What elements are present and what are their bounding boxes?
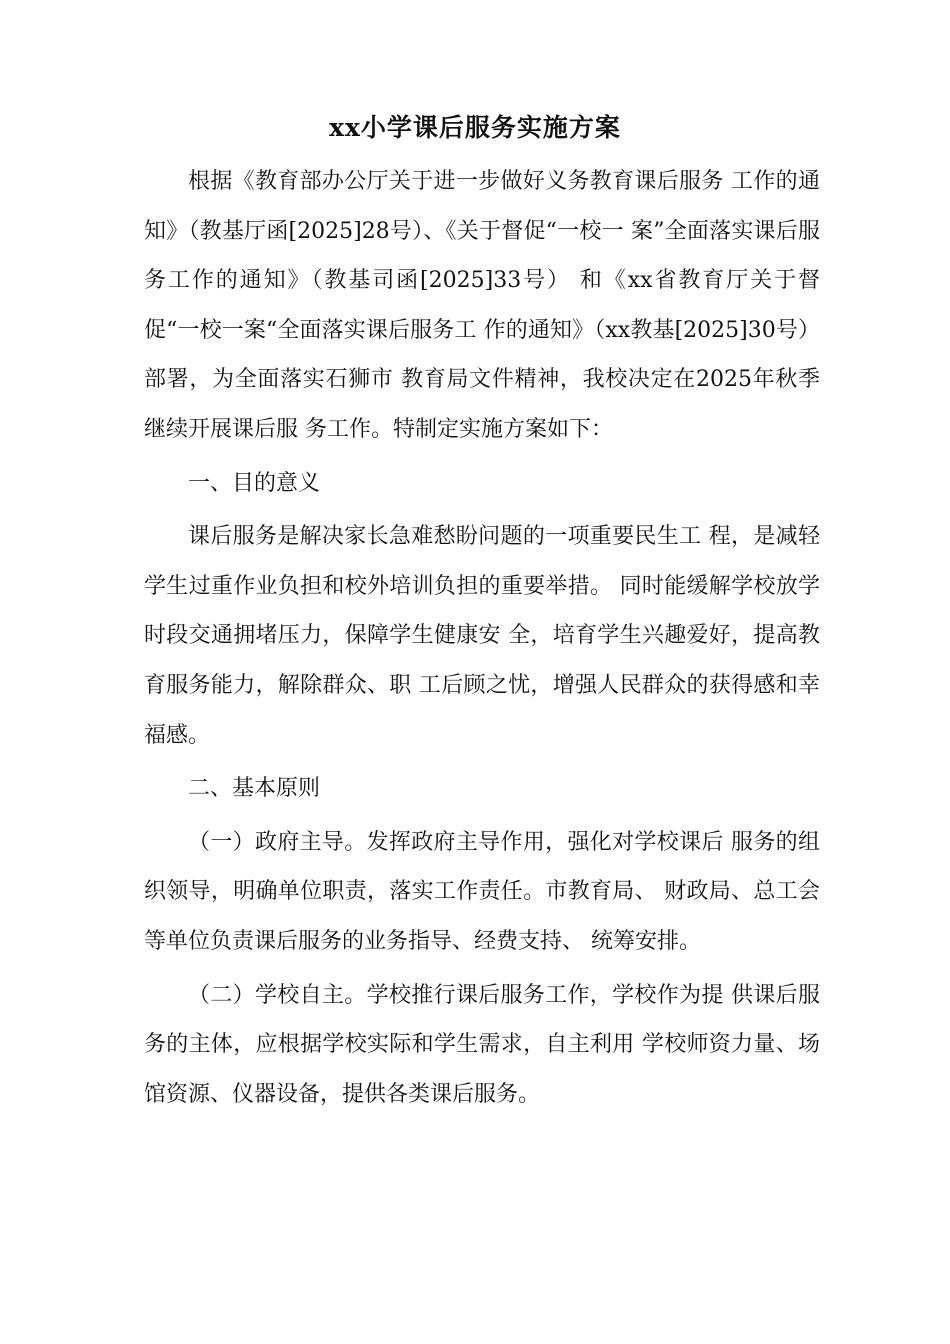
document-title: xx小学课后服务实施方案 [329, 113, 621, 142]
paragraph-principle-school: （二）学校自主。学校推行课后服务工作，学校作为提 供课后服务的主体，应根据学校实际和学生需求，自主利用 学校师资力量、场馆资源、仪器设备，提供各类课后服务。 [144, 982, 820, 1107]
paragraph-intro: 根据《教育部办公厅关于进一步做好义务教育课后服务 工作的通知》（教基厅函[2025]28号）、《关于督促“一校一 案”全面落实课后服务工作的通知》（教基司函[2025]33号） 和《xx省教育厅关于督促“一校一案“全面落实课后服务工 作的通知》（xx教基[2025]30号）部署，为全面落实石狮市 教育局文件精神，我校决定在2025年秋季继续开展课后服 务工作。特制定实施方案如下： [144, 169, 820, 442]
paragraph-principle-government: （一）政府主导。发挥政府主导作用，强化对学校课后 服务的组织领导，明确单位职责，落实工作责任。市教育局、 财政局、总工会等单位负责课后服务的业务指导、经费支持、 统筹安排。 [144, 829, 820, 954]
paragraph-purpose: 课后服务是解决家长急难愁盼问题的一项重要民生工 程，是减轻学生过重作业负担和校外培训负担的重要举措。 同时能缓解学校放学时段交通拥堵压力，保障学生健康安 全，培育学生兴趣爱好，提高教育服务能力，解除群众、职 工后顾之忧，增强人民群众的获得感和幸福感。 [144, 524, 820, 748]
section-heading-purpose: 一、目的意义 [188, 470, 321, 496]
section-heading-principles: 二、基本原则 [188, 776, 321, 802]
document-body [144, 157, 820, 1119]
